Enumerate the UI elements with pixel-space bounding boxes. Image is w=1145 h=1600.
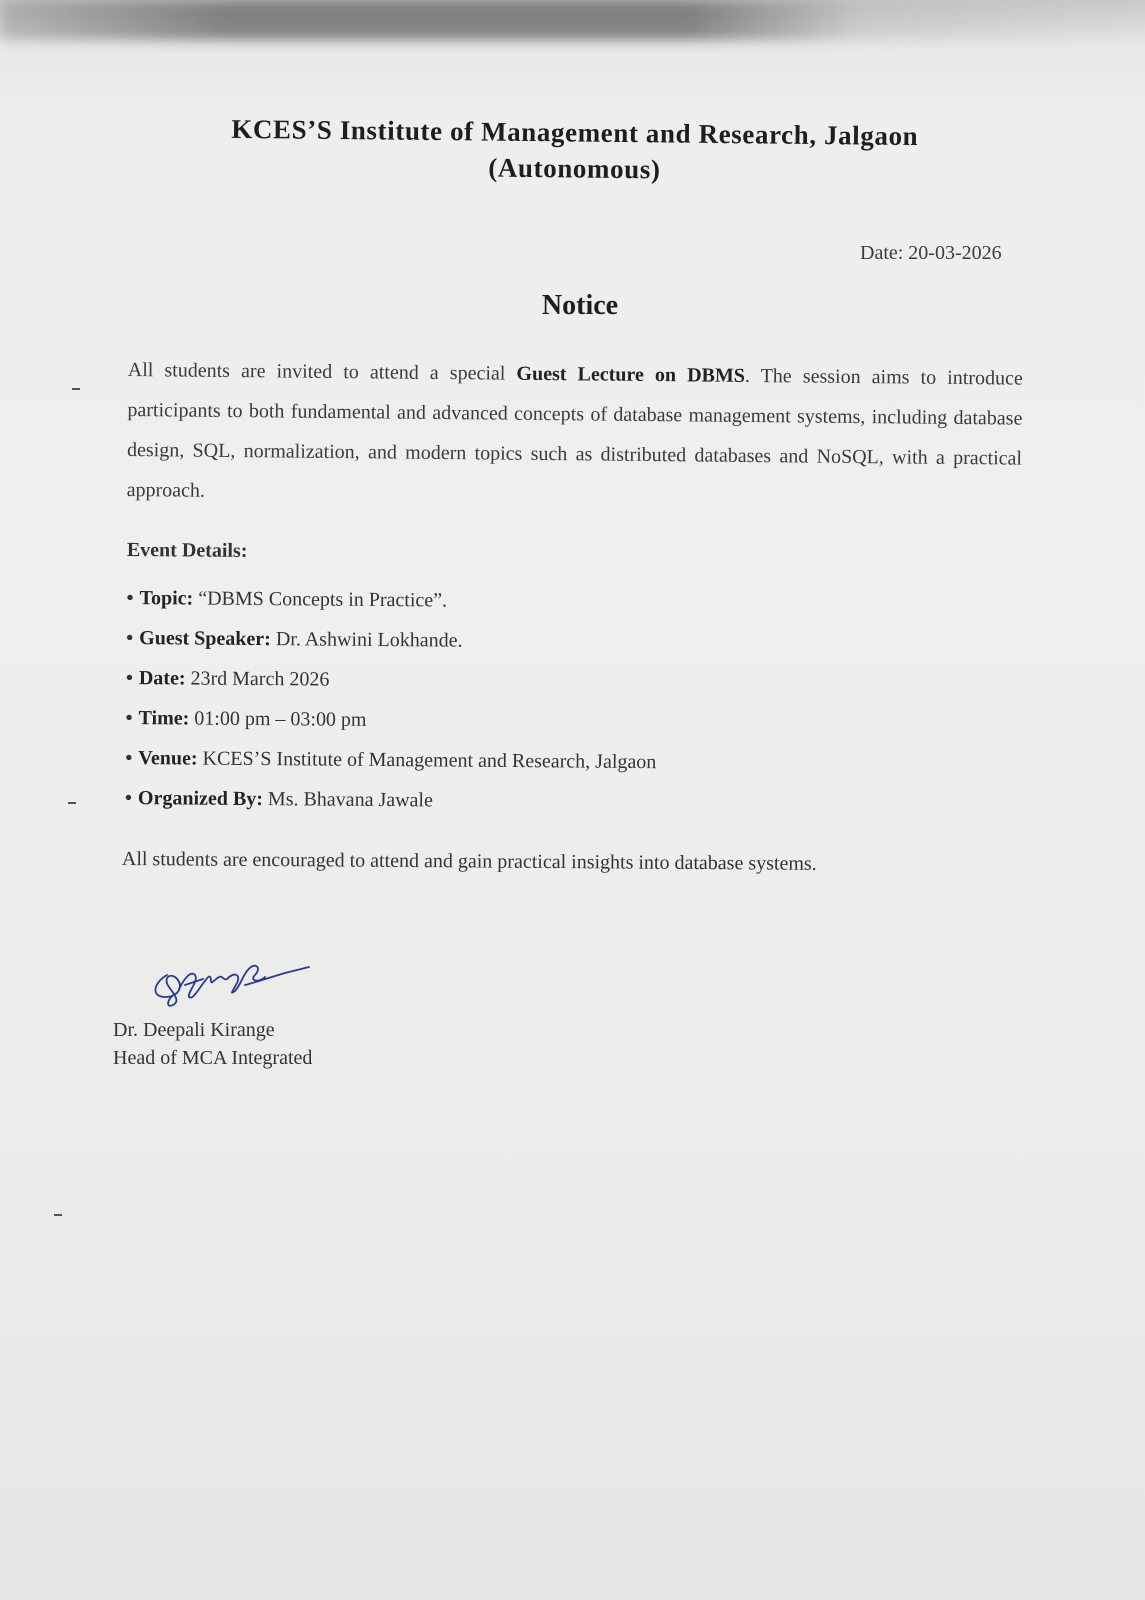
- detail-label: Topic:: [139, 587, 194, 610]
- detail-date: [126, 658, 926, 704]
- intro-paragraph: [126, 350, 1022, 519]
- event-details: [125, 536, 927, 824]
- detail-value: 23rd March 2026: [190, 667, 330, 691]
- institution-header: [149, 110, 1000, 191]
- detail-topic: [126, 578, 926, 624]
- detail-value: “DBMS Concepts in Practice”.: [198, 587, 448, 612]
- bullet-icon: •: [126, 626, 134, 650]
- detail-value: KCES’S Institute of Management and Research, Jalgaon: [202, 747, 657, 774]
- detail-venue: [125, 738, 925, 784]
- bullet-icon: •: [125, 706, 133, 730]
- bullet-icon: •: [125, 666, 133, 690]
- closing-paragraph: All students are encouraged to attend and gain practical insights into database systems.: [121, 848, 817, 875]
- detail-label: Time:: [138, 707, 190, 730]
- institution-status: (Autonomous): [488, 152, 661, 185]
- detail-label: Venue:: [138, 747, 198, 770]
- detail-organized-by: [125, 778, 925, 824]
- detail-label: Organized By:: [137, 787, 264, 811]
- intro-prefix: All students are invited to attend a special: [127, 358, 517, 385]
- bullet-icon: •: [125, 746, 133, 770]
- bullet-icon: •: [126, 586, 134, 610]
- detail-value: 01:00 pm – 03:00 pm: [194, 707, 367, 731]
- detail-value: Dr. Ashwini Lokhande.: [275, 628, 463, 652]
- notice-date: Date: 20-03-2026: [860, 242, 1002, 264]
- margin-mark: [68, 802, 76, 804]
- detail-guest-speaker: [126, 618, 926, 664]
- event-details-heading: Event Details:: [126, 538, 248, 562]
- margin-mark: [54, 1214, 62, 1216]
- detail-label: Date:: [138, 667, 186, 690]
- signatory-name: Dr. Deepali Kirange: [113, 1019, 275, 1041]
- intro-suffix: . The session aims to introduce participants to both fundamental and advanced concepts of database management systems, including database design, SQL, normalization, and modern topics such as distributed databases and NoSQL, with a practical approach.: [126, 364, 1023, 502]
- detail-label: Guest Speaker:: [139, 627, 271, 651]
- signature-icon: [145, 945, 325, 1025]
- detail-value: Ms. Bhavana Jawale: [267, 788, 433, 812]
- margin-mark: [72, 388, 80, 390]
- bullet-icon: •: [124, 786, 133, 810]
- detail-time: [125, 698, 925, 744]
- institution-name: KCES’S Institute of Management and Research, Jalgaon: [231, 113, 919, 152]
- notice-title: Notice: [541, 290, 619, 321]
- top-shadow: [0, 0, 1145, 40]
- signatory-designation: Head of MCA Integrated: [113, 1047, 313, 1069]
- signatory: [113, 1016, 312, 1072]
- intro-highlight: Guest Lecture on DBMS: [516, 362, 746, 387]
